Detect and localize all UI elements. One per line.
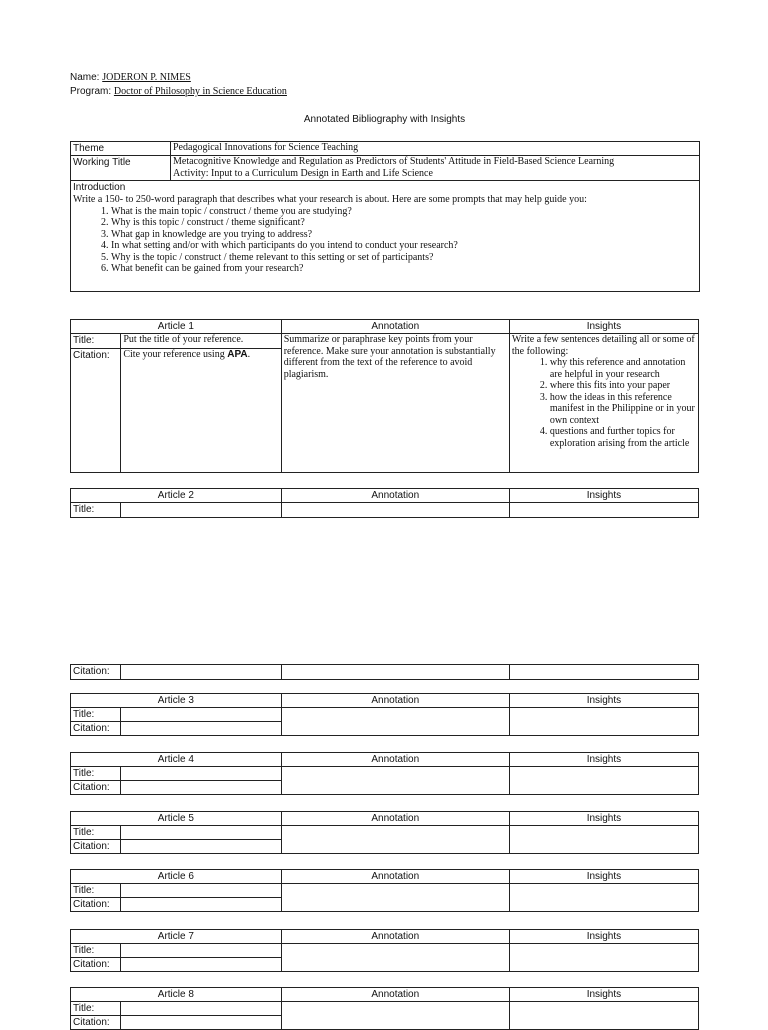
title-label: Title: xyxy=(71,884,121,898)
title-label: Title: xyxy=(71,767,121,781)
insights-intro: Write a few sentences detailing all or some of the following: xyxy=(511,334,695,357)
insights-heading: Insights xyxy=(509,812,698,826)
article-6-table xyxy=(70,869,699,912)
article-5-table xyxy=(70,811,699,854)
article-3-title-field[interactable] xyxy=(121,708,281,722)
working-title-line-2: Activity: Input to a Curriculum Design in Earth and Life Science xyxy=(173,167,433,179)
document-title: Annotated Bibliography with Insights xyxy=(303,114,466,125)
article-8-title-field[interactable] xyxy=(121,1002,281,1016)
insights-list xyxy=(512,357,696,449)
article-1-annotation-field[interactable]: Summarize or paraphrase key points from your reference. Make sure your annotation is substantially different from the text of the reference to avoid plagiarism. xyxy=(281,334,509,473)
citation-label: Citation: xyxy=(71,898,121,912)
insights-heading: Insights xyxy=(509,870,698,884)
prompt-item: 4. In what setting and/or with which participants do you intend to conduct your research? xyxy=(111,240,697,252)
article-3-insights-field[interactable] xyxy=(509,708,698,736)
citation-label: Citation: xyxy=(71,840,121,854)
insights-item: 3. how the ideas in this reference manifest in the Philippine or in your own context xyxy=(550,392,696,427)
prompt-item: 1. What is the main topic / construct / theme you are studying? xyxy=(111,206,697,218)
article-2-insights-continued[interactable] xyxy=(509,665,698,680)
citation-label: Citation: xyxy=(71,665,121,680)
article-6-citation-field[interactable] xyxy=(121,898,281,912)
article-5-insights-field[interactable] xyxy=(509,826,698,854)
article-4-insights-field[interactable] xyxy=(509,767,698,795)
article-7-title-field[interactable] xyxy=(121,944,281,958)
article-4-title-field[interactable] xyxy=(121,767,281,781)
research-info-table xyxy=(70,141,700,292)
article-4-annotation-field[interactable] xyxy=(281,767,509,795)
citation-hint-post: . xyxy=(247,349,251,360)
insights-heading: Insights xyxy=(509,988,698,1002)
article-1-table xyxy=(70,319,699,473)
working-title-value[interactable] xyxy=(171,156,700,181)
article-5-citation-field[interactable] xyxy=(121,840,281,854)
prompt-item: 3. What gap in knowledge are you trying to address? xyxy=(111,229,697,241)
article-6-annotation-field[interactable] xyxy=(281,884,509,912)
article-8-heading: Article 8 xyxy=(71,988,282,1002)
article-6-title-field[interactable] xyxy=(121,884,281,898)
article-3-heading: Article 3 xyxy=(71,694,282,708)
citation-label: Citation: xyxy=(71,349,121,473)
introduction-prompts xyxy=(73,206,697,275)
article-7-heading: Article 7 xyxy=(71,930,282,944)
citation-label: Citation: xyxy=(71,781,121,795)
article-2-table xyxy=(70,488,699,518)
annotation-heading: Annotation xyxy=(281,930,509,944)
article-2-annotation-field[interactable] xyxy=(281,503,509,518)
title-label: Title: xyxy=(71,503,121,518)
article-7-annotation-field[interactable] xyxy=(281,944,509,972)
title-label: Title: xyxy=(71,826,121,840)
citation-label: Citation: xyxy=(71,722,121,736)
article-8-citation-field[interactable] xyxy=(121,1016,281,1030)
prompt-item: 2. Why is this topic / construct / theme significant? xyxy=(111,217,697,229)
article-4-citation-field[interactable] xyxy=(121,781,281,795)
citation-hint-pre: Cite your reference using xyxy=(123,349,228,360)
article-2-title-field[interactable] xyxy=(121,503,281,518)
article-1-insights-field[interactable] xyxy=(509,334,698,473)
article-4-table xyxy=(70,752,699,795)
annotation-heading: Annotation xyxy=(281,320,509,334)
insights-heading: Insights xyxy=(509,694,698,708)
article-3-table xyxy=(70,693,699,736)
article-5-heading: Article 5 xyxy=(71,812,282,826)
insights-item: 1. why this reference and annotation are helpful in your research xyxy=(550,357,696,380)
annotation-heading: Annotation xyxy=(281,870,509,884)
annotation-heading: Annotation xyxy=(281,489,509,503)
working-title-line-1: Metacognitive Knowledge and Regulation as Predictors of Students' Attitude in Field-Based Science Learning xyxy=(173,156,615,167)
article-6-heading: Article 6 xyxy=(71,870,282,884)
introduction-label: Introduction xyxy=(73,182,126,193)
article-2-citation-table xyxy=(70,664,699,680)
insights-heading: Insights xyxy=(509,930,698,944)
introduction-cell[interactable] xyxy=(71,181,700,292)
article-8-annotation-field[interactable] xyxy=(281,1002,509,1030)
article-1-heading: Article 1 xyxy=(71,320,282,334)
citation-label: Citation: xyxy=(71,1016,121,1030)
introduction-text: Write a 150- to 250-word paragraph that describes what your research is about. Here are some prompts that may help guide you: xyxy=(73,194,587,205)
article-6-insights-field[interactable] xyxy=(509,884,698,912)
name-line xyxy=(70,72,191,84)
article-7-insights-field[interactable] xyxy=(509,944,698,972)
article-3-annotation-field[interactable] xyxy=(281,708,509,736)
article-1-citation-field[interactable] xyxy=(121,349,281,473)
article-5-title-field[interactable] xyxy=(121,826,281,840)
article-2-annotation-continued[interactable] xyxy=(281,665,509,680)
prompt-item: 6. What benefit can be gained from your research? xyxy=(111,263,697,275)
annotation-heading: Annotation xyxy=(281,988,509,1002)
working-title-label: Working Title xyxy=(71,156,171,181)
article-5-annotation-field[interactable] xyxy=(281,826,509,854)
article-7-citation-field[interactable] xyxy=(121,958,281,972)
title-label: Title: xyxy=(71,1002,121,1016)
annotation-heading: Annotation xyxy=(281,694,509,708)
article-2-citation-field[interactable] xyxy=(121,665,281,680)
article-8-insights-field[interactable] xyxy=(509,1002,698,1030)
article-1-title-field[interactable]: Put the title of your reference. xyxy=(121,334,281,349)
article-7-table xyxy=(70,929,699,972)
title-label: Title: xyxy=(71,334,121,349)
theme-label: Theme xyxy=(71,142,171,156)
name-label: Name: xyxy=(70,72,103,83)
insights-heading: Insights xyxy=(509,753,698,767)
insights-item: 2. where this fits into your paper xyxy=(550,380,696,392)
article-2-insights-field[interactable] xyxy=(509,503,698,518)
prompt-item: 5. Why is the topic / construct / theme relevant to this setting or set of participants? xyxy=(111,252,697,264)
program-label: Program: xyxy=(70,86,114,97)
theme-value[interactable]: Pedagogical Innovations for Science Teaching xyxy=(171,142,700,156)
annotation-heading: Annotation xyxy=(281,753,509,767)
title-label: Title: xyxy=(71,708,121,722)
program-line xyxy=(70,86,287,98)
annotation-heading: Annotation xyxy=(281,812,509,826)
insights-item: 4. questions and further topics for exploration arising from the article xyxy=(550,426,696,449)
program-value: Doctor of Philosophy in Science Education xyxy=(113,86,287,97)
article-2-heading: Article 2 xyxy=(71,489,282,503)
article-3-citation-field[interactable] xyxy=(121,722,281,736)
article-4-heading: Article 4 xyxy=(71,753,282,767)
citation-label: Citation: xyxy=(71,958,121,972)
citation-hint-apa: APA xyxy=(227,349,248,360)
insights-heading: Insights xyxy=(509,320,698,334)
title-label: Title: xyxy=(71,944,121,958)
name-value: JODERON P. NIMES xyxy=(102,72,191,83)
insights-heading: Insights xyxy=(509,489,698,503)
